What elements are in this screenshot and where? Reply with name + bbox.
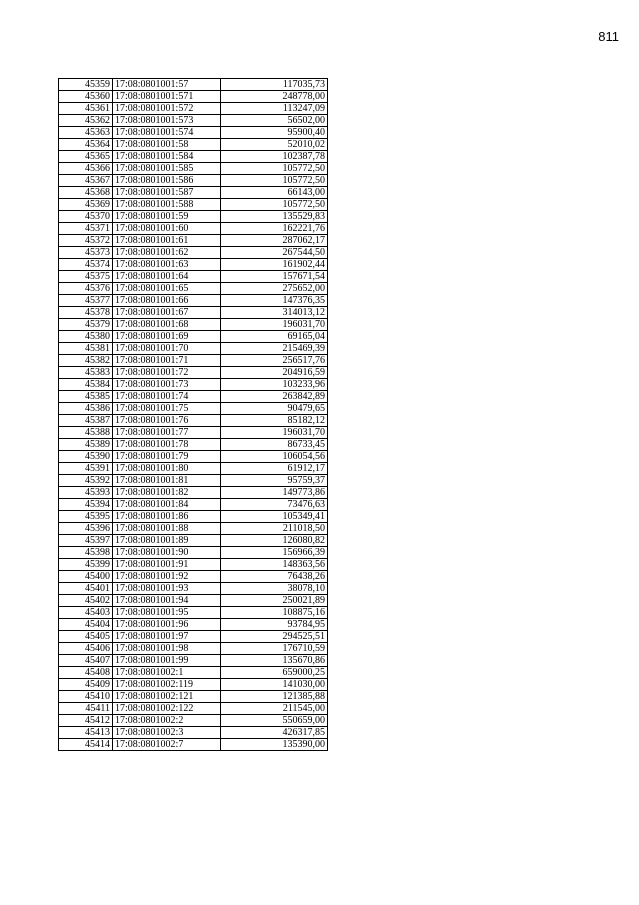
table-row: [59, 727, 328, 739]
row-number-cell: 45392: [59, 475, 113, 487]
table-row: [59, 463, 328, 475]
table-row: [59, 79, 328, 91]
table-row: [59, 535, 328, 547]
row-number-cell: 45410: [59, 691, 113, 703]
cadastral-number-cell: 17:08:0801001:585: [113, 163, 221, 175]
cadastral-number-cell: 17:08:0801001:60: [113, 223, 221, 235]
value-cell: 102387,78: [221, 151, 328, 163]
value-cell: 108875,16: [221, 607, 328, 619]
row-number-cell: 45387: [59, 415, 113, 427]
value-cell: 550659,00: [221, 715, 328, 727]
table-row: [59, 499, 328, 511]
table-row: [59, 235, 328, 247]
value-cell: 275652,00: [221, 283, 328, 295]
cadastral-number-cell: 17:08:0801001:78: [113, 439, 221, 451]
table-row: [59, 103, 328, 115]
row-number-cell: 45388: [59, 427, 113, 439]
row-number-cell: 45407: [59, 655, 113, 667]
table-row: [59, 655, 328, 667]
value-cell: 38078,10: [221, 583, 328, 595]
table-row: [59, 379, 328, 391]
cadastral-number-cell: 17:08:0801002:1: [113, 667, 221, 679]
row-number-cell: 45362: [59, 115, 113, 127]
cadastral-number-cell: 17:08:0801001:92: [113, 571, 221, 583]
cadastral-number-cell: 17:08:0801001:67: [113, 307, 221, 319]
table-row: [59, 427, 328, 439]
cadastral-number-cell: 17:08:0801001:98: [113, 643, 221, 655]
cadastral-number-cell: 17:08:0801001:93: [113, 583, 221, 595]
table-row: [59, 175, 328, 187]
value-cell: 659000,25: [221, 667, 328, 679]
row-number-cell: 45394: [59, 499, 113, 511]
cadastral-number-cell: 17:08:0801001:94: [113, 595, 221, 607]
cadastral-number-cell: 17:08:0801001:74: [113, 391, 221, 403]
value-cell: 196031,70: [221, 427, 328, 439]
row-number-cell: 45361: [59, 103, 113, 115]
cadastral-number-cell: 17:08:0801001:88: [113, 523, 221, 535]
table-row: [59, 271, 328, 283]
table-row: [59, 403, 328, 415]
cadastral-number-cell: 17:08:0801001:59: [113, 211, 221, 223]
row-number-cell: 45370: [59, 211, 113, 223]
row-number-cell: 45373: [59, 247, 113, 259]
row-number-cell: 45383: [59, 367, 113, 379]
value-cell: 113247,09: [221, 103, 328, 115]
row-number-cell: 45386: [59, 403, 113, 415]
row-number-cell: 45399: [59, 559, 113, 571]
value-cell: 69165,04: [221, 331, 328, 343]
value-cell: 267544,50: [221, 247, 328, 259]
row-number-cell: 45389: [59, 439, 113, 451]
cadastral-number-cell: 17:08:0801001:58: [113, 139, 221, 151]
table-row: [59, 703, 328, 715]
row-number-cell: 45377: [59, 295, 113, 307]
value-cell: 141030,00: [221, 679, 328, 691]
value-cell: 196031,70: [221, 319, 328, 331]
table-row: [59, 343, 328, 355]
value-cell: 95759,37: [221, 475, 328, 487]
value-cell: 135529,83: [221, 211, 328, 223]
table-row: [59, 115, 328, 127]
table-row: [59, 715, 328, 727]
table-row: [59, 295, 328, 307]
row-number-cell: 45408: [59, 667, 113, 679]
value-cell: 105772,50: [221, 163, 328, 175]
row-number-cell: 45375: [59, 271, 113, 283]
cadastral-number-cell: 17:08:0801001:91: [113, 559, 221, 571]
value-cell: 117035,73: [221, 79, 328, 91]
table-row: [59, 583, 328, 595]
value-cell: 256517,76: [221, 355, 328, 367]
cadastral-number-cell: 17:08:0801002:119: [113, 679, 221, 691]
row-number-cell: 45412: [59, 715, 113, 727]
row-number-cell: 45413: [59, 727, 113, 739]
value-cell: 66143,00: [221, 187, 328, 199]
table-row: [59, 259, 328, 271]
row-number-cell: 45371: [59, 223, 113, 235]
value-cell: 126080,82: [221, 535, 328, 547]
row-number-cell: 45380: [59, 331, 113, 343]
table-row: [59, 559, 328, 571]
cadastral-number-cell: 17:08:0801001:70: [113, 343, 221, 355]
row-number-cell: 45409: [59, 679, 113, 691]
cadastral-number-cell: 17:08:0801002:3: [113, 727, 221, 739]
value-cell: 211018,50: [221, 523, 328, 535]
table-row: [59, 691, 328, 703]
table-row: [59, 667, 328, 679]
table-row: [59, 547, 328, 559]
table-row: [59, 487, 328, 499]
row-number-cell: 45401: [59, 583, 113, 595]
value-cell: 294525,51: [221, 631, 328, 643]
cadastral-number-cell: 17:08:0801001:65: [113, 283, 221, 295]
table-row: [59, 151, 328, 163]
cadastral-number-cell: 17:08:0801001:66: [113, 295, 221, 307]
row-number-cell: 45359: [59, 79, 113, 91]
row-number-cell: 45395: [59, 511, 113, 523]
cadastral-number-cell: 17:08:0801001:61: [113, 235, 221, 247]
value-cell: 86733,45: [221, 439, 328, 451]
table-row: [59, 607, 328, 619]
row-number-cell: 45379: [59, 319, 113, 331]
cadastral-number-cell: 17:08:0801001:586: [113, 175, 221, 187]
table-row: [59, 307, 328, 319]
cadastral-number-cell: 17:08:0801001:571: [113, 91, 221, 103]
value-cell: 156966,39: [221, 547, 328, 559]
row-number-cell: 45374: [59, 259, 113, 271]
value-cell: 106054,56: [221, 451, 328, 463]
table-row: [59, 91, 328, 103]
table-row: [59, 355, 328, 367]
cadastral-number-cell: 17:08:0801001:69: [113, 331, 221, 343]
value-cell: 90479,65: [221, 403, 328, 415]
value-cell: 161902,44: [221, 259, 328, 271]
row-number-cell: 45414: [59, 739, 113, 751]
value-cell: 56502,00: [221, 115, 328, 127]
value-cell: 135670,86: [221, 655, 328, 667]
value-cell: 149773,86: [221, 487, 328, 499]
cadastral-number-cell: 17:08:0801001:588: [113, 199, 221, 211]
row-number-cell: 45397: [59, 535, 113, 547]
table-row: [59, 475, 328, 487]
value-cell: 176710,59: [221, 643, 328, 655]
row-number-cell: 45406: [59, 643, 113, 655]
cadastral-number-cell: 17:08:0801001:89: [113, 535, 221, 547]
table-row: [59, 571, 328, 583]
value-cell: 52010,02: [221, 139, 328, 151]
value-cell: 93784,95: [221, 619, 328, 631]
cadastral-number-cell: 17:08:0801001:75: [113, 403, 221, 415]
table-row: [59, 511, 328, 523]
table-row: [59, 331, 328, 343]
cadastral-number-cell: 17:08:0801001:574: [113, 127, 221, 139]
row-number-cell: 45366: [59, 163, 113, 175]
value-cell: 76438,26: [221, 571, 328, 583]
cadastral-number-cell: 17:08:0801001:572: [113, 103, 221, 115]
cadastral-number-cell: 17:08:0801001:72: [113, 367, 221, 379]
row-number-cell: 45381: [59, 343, 113, 355]
cadastral-number-cell: 17:08:0801001:81: [113, 475, 221, 487]
cadastral-number-cell: 17:08:0801001:584: [113, 151, 221, 163]
cadastral-number-cell: 17:08:0801001:79: [113, 451, 221, 463]
row-number-cell: 45396: [59, 523, 113, 535]
row-number-cell: 45403: [59, 607, 113, 619]
cadastral-number-cell: 17:08:0801001:76: [113, 415, 221, 427]
page-number: 811: [598, 29, 619, 44]
cadastral-number-cell: 17:08:0801001:63: [113, 259, 221, 271]
row-number-cell: 45402: [59, 595, 113, 607]
value-cell: 95900,40: [221, 127, 328, 139]
cadastral-number-cell: 17:08:0801002:2: [113, 715, 221, 727]
row-number-cell: 45378: [59, 307, 113, 319]
cadastral-number-cell: 17:08:0801001:77: [113, 427, 221, 439]
row-number-cell: 45363: [59, 127, 113, 139]
table-row: [59, 211, 328, 223]
value-cell: 204916,59: [221, 367, 328, 379]
table-row: [59, 187, 328, 199]
row-number-cell: 45360: [59, 91, 113, 103]
table-row: [59, 739, 328, 751]
cadastral-number-cell: 17:08:0801002:121: [113, 691, 221, 703]
row-number-cell: 45367: [59, 175, 113, 187]
value-cell: 103233,96: [221, 379, 328, 391]
row-number-cell: 45384: [59, 379, 113, 391]
cadastral-number-cell: 17:08:0801001:95: [113, 607, 221, 619]
value-cell: 287062,17: [221, 235, 328, 247]
value-cell: 61912,17: [221, 463, 328, 475]
row-number-cell: 45400: [59, 571, 113, 583]
value-cell: 105772,50: [221, 175, 328, 187]
cadastral-number-cell: 17:08:0801001:80: [113, 463, 221, 475]
table-row: [59, 139, 328, 151]
value-cell: 263842,89: [221, 391, 328, 403]
row-number-cell: 45372: [59, 235, 113, 247]
table-row: [59, 391, 328, 403]
row-number-cell: 45382: [59, 355, 113, 367]
row-number-cell: 45385: [59, 391, 113, 403]
table-row: [59, 451, 328, 463]
table-row: [59, 247, 328, 259]
row-number-cell: 45368: [59, 187, 113, 199]
cadastral-number-cell: 17:08:0801001:71: [113, 355, 221, 367]
row-number-cell: 45411: [59, 703, 113, 715]
table-row: [59, 283, 328, 295]
table-row: [59, 679, 328, 691]
table-row: [59, 619, 328, 631]
row-number-cell: 45390: [59, 451, 113, 463]
table-row: [59, 643, 328, 655]
table-row: [59, 199, 328, 211]
cadastral-number-cell: 17:08:0801001:96: [113, 619, 221, 631]
value-cell: 105772,50: [221, 199, 328, 211]
table-row: [59, 415, 328, 427]
row-number-cell: 45398: [59, 547, 113, 559]
table-row: [59, 523, 328, 535]
cadastral-number-cell: 17:08:0801001:84: [113, 499, 221, 511]
row-number-cell: 45369: [59, 199, 113, 211]
cadastral-number-cell: 17:08:0801002:7: [113, 739, 221, 751]
table-row: [59, 631, 328, 643]
table-row: [59, 439, 328, 451]
cadastral-number-cell: 17:08:0801001:68: [113, 319, 221, 331]
table-row: [59, 127, 328, 139]
value-cell: 426317,85: [221, 727, 328, 739]
value-cell: 162221,76: [221, 223, 328, 235]
cadastral-number-cell: 17:08:0801001:90: [113, 547, 221, 559]
cadastral-number-cell: 17:08:0801001:82: [113, 487, 221, 499]
value-cell: 157671,54: [221, 271, 328, 283]
table-row: [59, 223, 328, 235]
cadastral-number-cell: 17:08:0801002:122: [113, 703, 221, 715]
table-row: [59, 163, 328, 175]
value-cell: 147376,35: [221, 295, 328, 307]
value-cell: 314013,12: [221, 307, 328, 319]
cadastral-number-cell: 17:08:0801001:73: [113, 379, 221, 391]
table-body: [59, 79, 328, 751]
table-row: [59, 367, 328, 379]
row-number-cell: 45393: [59, 487, 113, 499]
value-cell: 121385,88: [221, 691, 328, 703]
value-cell: 85182,12: [221, 415, 328, 427]
value-cell: 250021,89: [221, 595, 328, 607]
cadastral-number-cell: 17:08:0801001:64: [113, 271, 221, 283]
cadastral-number-cell: 17:08:0801001:99: [113, 655, 221, 667]
value-cell: 248778,00: [221, 91, 328, 103]
table-row: [59, 595, 328, 607]
row-number-cell: 45376: [59, 283, 113, 295]
value-cell: 135390,00: [221, 739, 328, 751]
cadastral-number-cell: 17:08:0801001:62: [113, 247, 221, 259]
cadastral-number-cell: 17:08:0801001:86: [113, 511, 221, 523]
row-number-cell: 45404: [59, 619, 113, 631]
row-number-cell: 45365: [59, 151, 113, 163]
row-number-cell: 45364: [59, 139, 113, 151]
cadastral-number-cell: 17:08:0801001:587: [113, 187, 221, 199]
value-cell: 215469,39: [221, 343, 328, 355]
cadastral-number-cell: 17:08:0801001:573: [113, 115, 221, 127]
row-number-cell: 45391: [59, 463, 113, 475]
table-row: [59, 319, 328, 331]
cadastral-value-table: [58, 78, 328, 751]
value-cell: 211545,00: [221, 703, 328, 715]
row-number-cell: 45405: [59, 631, 113, 643]
value-cell: 73476,63: [221, 499, 328, 511]
value-cell: 105349,41: [221, 511, 328, 523]
cadastral-number-cell: 17:08:0801001:97: [113, 631, 221, 643]
value-cell: 148363,56: [221, 559, 328, 571]
cadastral-number-cell: 17:08:0801001:57: [113, 79, 221, 91]
